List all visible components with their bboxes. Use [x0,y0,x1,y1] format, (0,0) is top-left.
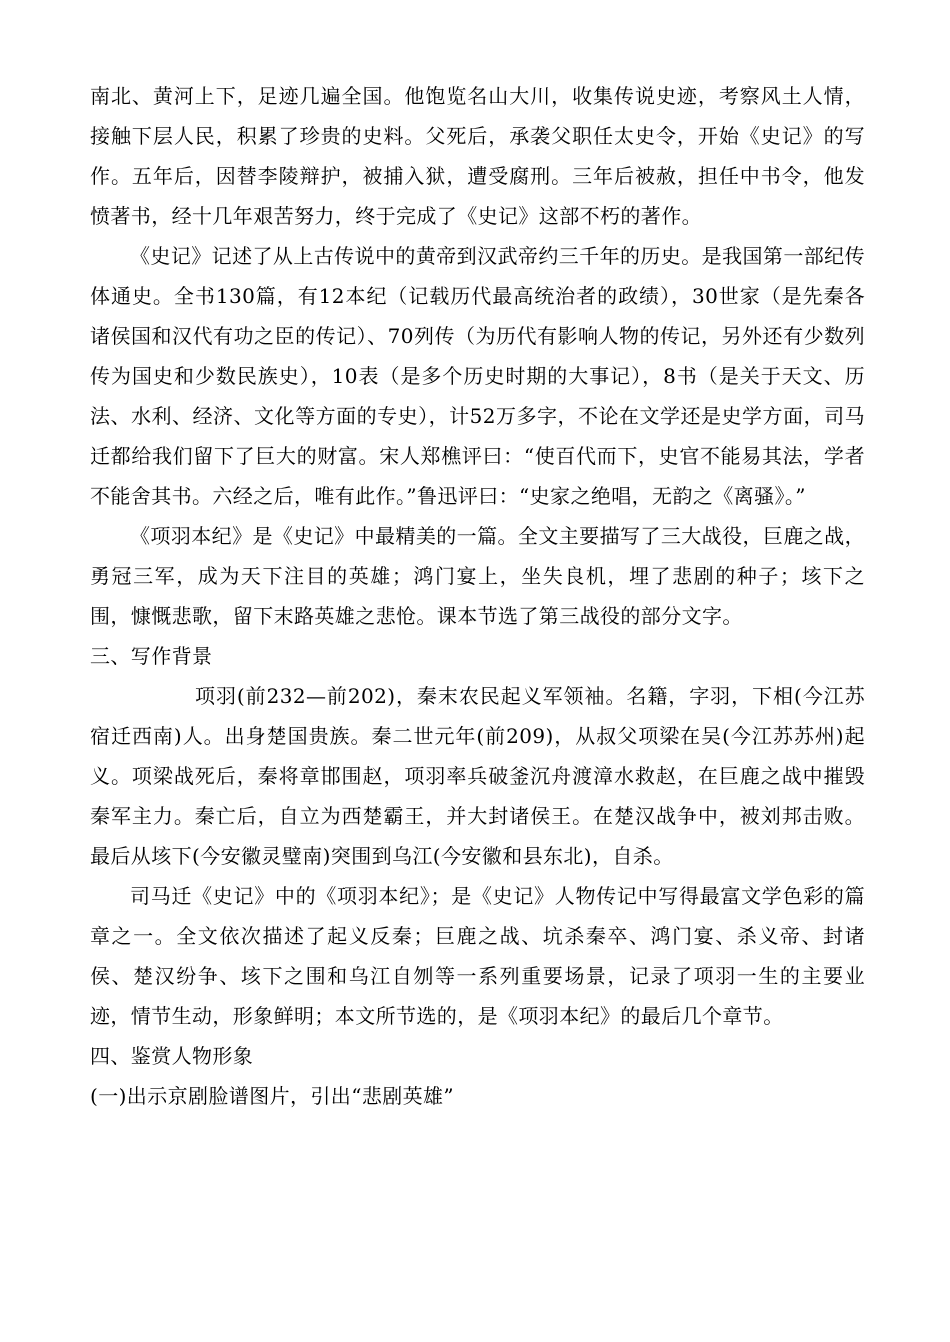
section-heading-character-appreciation: 四、鉴赏人物形象 [90,1044,254,1068]
paragraph-xiangyu-biography: 项羽(前232—前202)，秦末农民起义军领袖。名籍，字羽，下相(今江苏宿迁西南)人。出身楚国贵族。秦二世元年(前209)，从叔父项梁在吴(今江苏苏州)起义。项梁战死后，秦将章邯围赵，项羽率兵破釜沉舟渡漳水救赵，在巨鹿之战中摧毁秦军主力。秦亡后，自立为西楚霸王，并大封诸侯王。在楚汉战争中，被刘邦击败。最后从垓下(今安徽灵璧南)突围到乌江(今安徽和县东北)，自杀。 [90,684,865,868]
document-page [90,76,865,1116]
paragraph-sima-qian-travels: 南北、黄河上下，足迹几遍全国。他饱览名山大川，收集传说史迹，考察风土人情，接触下层人民，积累了珍贵的史料。父死后，承袭父职任太史令，开始《史记》的写作。五年后，因替李陵辩护，被捕入狱，遭受腐刑。三年后被赦，担任中书令，他发愤著书，经十几年艰苦努力，终于完成了《史记》这部不朽的著作。 [90,84,865,228]
section-heading-writing-background: 三、写作背景 [90,644,213,668]
paragraph-xiangyu-benji: 《项羽本纪》是《史记》中最精美的一篇。全文主要描写了三大战役，巨鹿之战，勇冠三军，成为天下注目的英雄；鸿门宴上，坐失良机，埋了悲剧的种子；垓下之围，慷慨悲歌，留下末路英雄之悲怆。课本节选了第三战役的部分文字。 [90,524,865,628]
paragraph-xiangyu-benji-summary: 司马迁《史记》中的《项羽本纪》；是《史记》人物传记中写得最富文学色彩的篇章之一。全文依次描述了起义反秦；巨鹿之战、坑杀秦卒、鸿门宴、杀义帝、封诸侯、楚汉纷争、垓下之围和乌江自刎等一系列重要场景，记录了项羽一生的主要业迹，情节生动，形象鲜明；本文所节选的，是《项羽本纪》的最后几个章节。 [90,884,865,1028]
paragraph-shiji-overview: 《史记》记述了从上古传说中的黄帝到汉武帝约三千年的历史。是我国第一部纪传体通史。全书130篇，有12本纪（记载历代最高统治者的政绩），30世家（是先秦各诸侯国和汉代有功之臣的传记）、70列传（为历代有影响人物的传记，另外还有少数列传为国史和少数民族史），10表（是多个历史时期的大事记），8书（是关于天文、历法、水利、经济、文化等方面的专史），计52万多字，不论在文学还是史学方面，司马迁都给我们留下了巨大的财富。宋人郑樵评曰：“使百代而下，史官不能易其法，学者不能舍其书。六经之后，唯有此作。”鲁迅评曰：“史家之绝唱，无韵之《离骚》。” [90,244,865,508]
subsection-heading-opera-mask: (一)出示京剧脸谱图片，引出“悲剧英雄” [90,1084,455,1108]
